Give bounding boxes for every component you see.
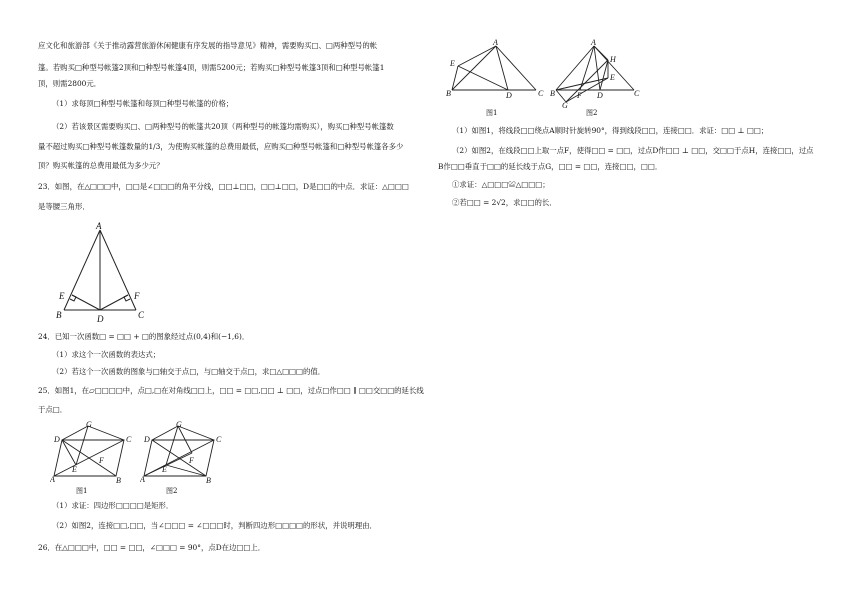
point-B: B [56, 310, 62, 320]
point-F: F [99, 456, 104, 465]
point-H: H [610, 55, 616, 64]
point-E: E [162, 465, 167, 474]
point-E: E [72, 465, 77, 474]
text-line: ②若□□ = 2√2，求□□的长． [452, 198, 557, 207]
point-C: C [634, 89, 640, 98]
question-25: 25．如图1，在▱□□□□中，点□,□在对角线□□上，□□ = □□,□□ ⊥ □□，过点□作□□ ∥ □□交□□的延长线 [38, 386, 424, 395]
point-E: E [59, 291, 65, 301]
point-G: G [86, 420, 92, 429]
point-A: A [493, 38, 498, 47]
text-line: 量不超过购买□种型号帐篷数量的1/3，为使购买帐篷的总费用最低，应购买□种型号帐篷和□种型号帐篷各多少 [38, 142, 404, 151]
point-C: C [216, 435, 222, 444]
point-A: A [96, 222, 102, 231]
point-C: C [138, 310, 145, 320]
figure-caption: 图1 [486, 109, 498, 117]
text-line: 于点□． [38, 405, 68, 414]
text-line: （1）如图1，将线段□□绕点A顺时针旋转90°，得到线段□□，连接□□．求证：□□ ⊥ □□； [452, 126, 769, 135]
text-line: （2）若这个一次函数的图象与□轴交于点□，与□轴交于点□，求□△□□□的值． [52, 367, 326, 376]
text-line: ①求证：△□□□≌△□□□； [452, 180, 550, 189]
triangle-figure-r2 [550, 38, 640, 108]
point-E: E [610, 73, 615, 82]
figure-caption: 图2 [586, 109, 598, 117]
parallelogram-figure-1 [50, 420, 136, 486]
text-line: 篷。若购买□种型号帐篷2顶和□种型号帐篷4顶，则需5200元；若购买□种型号帐篷3顶和□种型号帐篷1 [38, 63, 385, 72]
point-B: B [550, 89, 555, 98]
point-D: D [597, 91, 603, 100]
point-D: D [97, 314, 104, 324]
point-D: D [54, 435, 60, 444]
text-line: 顶，则需2800元． [38, 79, 102, 88]
text-line: （1）求这个一次函数的表达式； [52, 350, 161, 359]
point-B: B [206, 476, 211, 485]
point-C: C [126, 435, 132, 444]
parallelogram-figure-2 [140, 420, 226, 486]
question-26: 26．在△□□□中，□□ = □□，∠□□□ = 90°，点D在边□□上． [38, 543, 266, 552]
triangle-figure-r1 [446, 38, 546, 100]
point-D: D [506, 91, 512, 100]
point-D: D [144, 435, 150, 444]
figure-caption: 图1 [76, 487, 88, 495]
point-B: B [116, 476, 121, 485]
triangle-figure-23 [54, 222, 164, 326]
text-line: 顶？购买帐篷的总费用最低为多少元？ [38, 161, 164, 170]
text-line: （2）如图2，连接□□,□□，当∠□□□ = ∠□□□时，判断四边形□□□□的形状，并说明理由． [52, 521, 377, 530]
question-24: 24．已知一次函数□ = □□ + □的图象经过点(0,4)和(−1,6)． [38, 332, 250, 341]
point-E: E [450, 59, 455, 68]
text-line: 是等腰三角形． [38, 202, 90, 211]
point-F: F [189, 456, 194, 465]
point-C: C [538, 89, 544, 98]
text-line: （2）如图2，在线段□□上取一点F，使得□□ = □□，过点D作□□ ⊥ □□，交□□于点H，连接□□，过点 [452, 146, 814, 155]
point-B: B [446, 89, 451, 98]
point-F: F [134, 291, 140, 301]
point-A: A [50, 475, 55, 484]
figure-caption: 图2 [166, 487, 178, 495]
text-line: （1）求证：四边形□□□□是矩形． [52, 501, 174, 510]
text-line: 应文化和旅游部《关于推动露营旅游休闲健康有序发展的指导意见》精神，需要购买□、□两种型号的帐 [38, 41, 378, 50]
text-line: （1）求每顶□种型号帐篷和每顶□种型号帐篷的价格； [52, 99, 234, 108]
point-A: A [591, 38, 596, 47]
point-A: A [140, 475, 145, 484]
point-G: G [176, 420, 182, 429]
point-F: F [577, 91, 582, 100]
text-line: （2）若该景区需要购买□、□两种型号的帐篷共20顶（两种型号的帐篷均需购买），购买□种型号帐篷数 [52, 122, 394, 131]
text-line: B作□□垂直于□□的延长线于点G，□□ = □□，连接□□，□□． [438, 162, 663, 171]
question-23: 23．如图，在△□□□中，□□是∠□□□的角平分线，□□⊥□□，□□⊥□□，D是□□的中点．求证：△□□□ [38, 182, 409, 191]
point-G: G [562, 101, 568, 108]
